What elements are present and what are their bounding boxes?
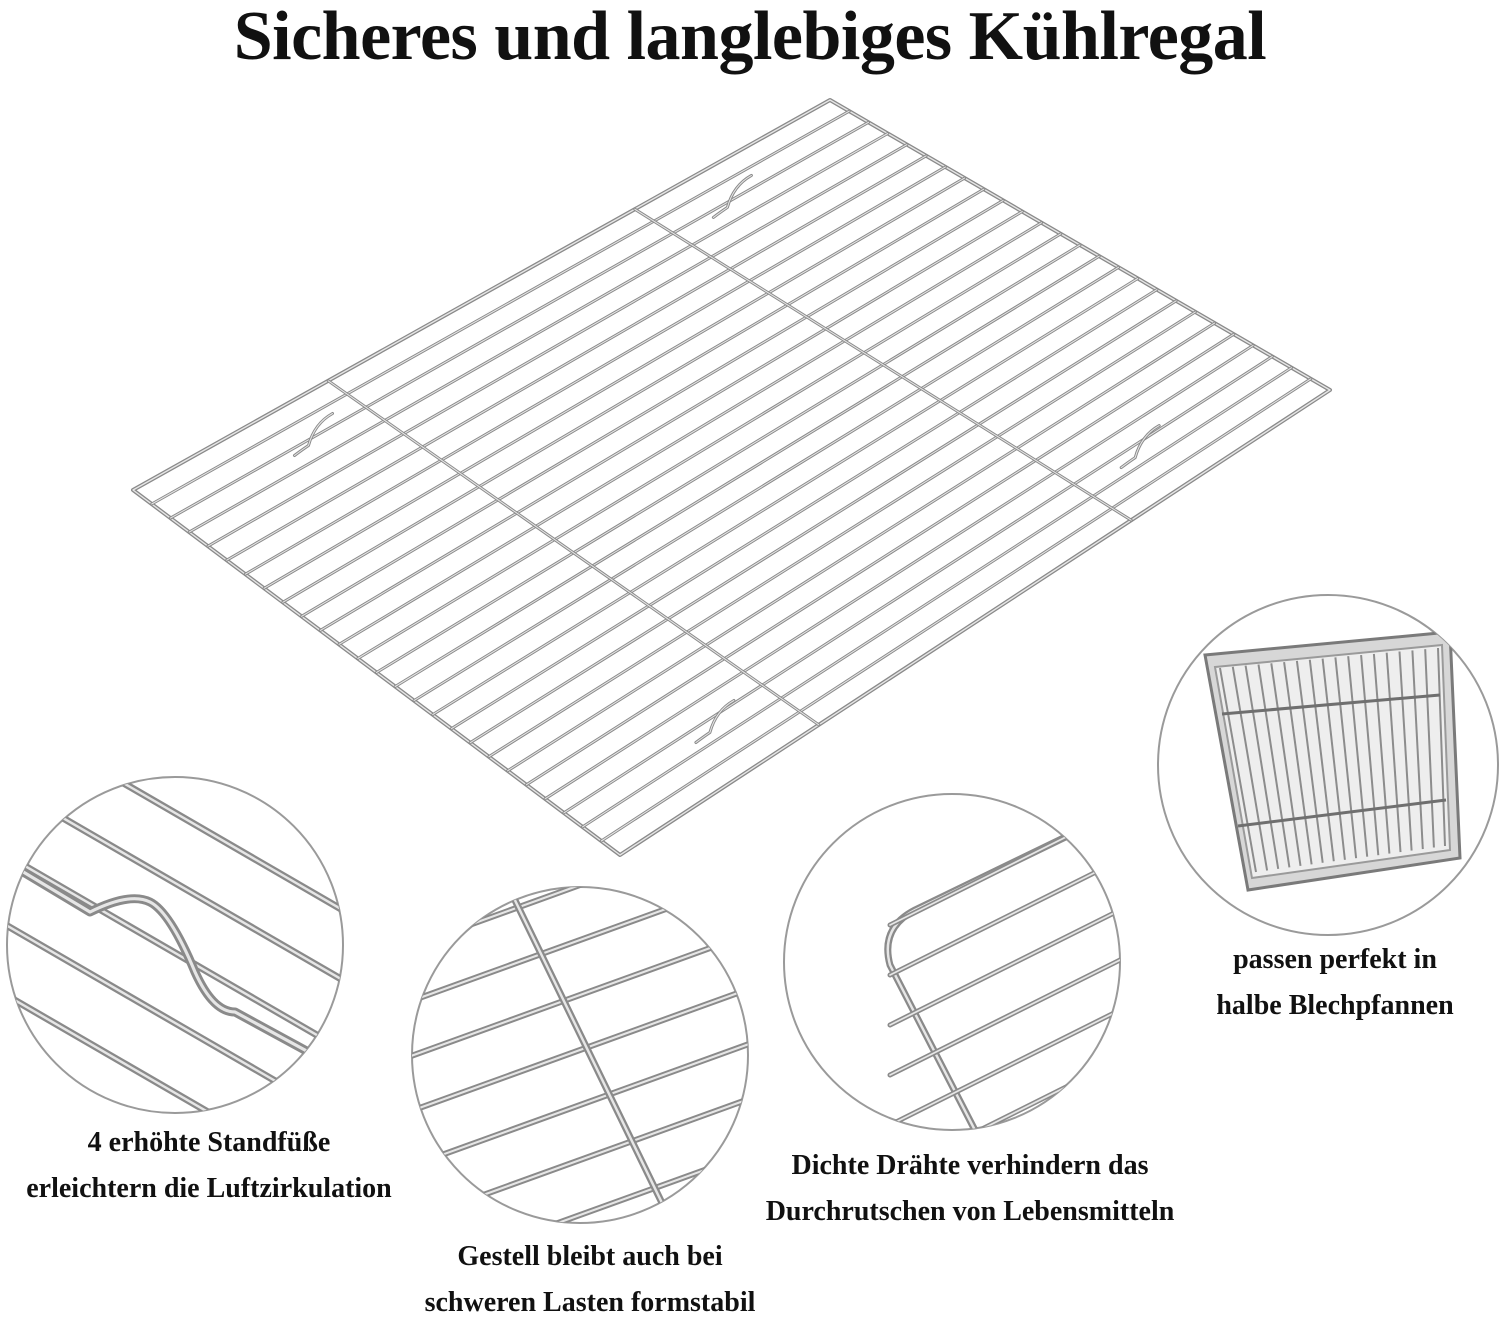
caption-dense-wires: [715, 1143, 1225, 1235]
caption-line: 4 erhöhte Standfüße: [87, 1127, 331, 1158]
caption-line: erleichtern die Luftzirkulation: [26, 1173, 392, 1204]
caption-line: Gestell bleibt auch bei: [457, 1241, 723, 1272]
caption-stable-frame: [380, 1234, 800, 1326]
detail-wire: [0, 560, 360, 780]
rack-foot: [713, 175, 751, 217]
caption-line: halbe Blechpfannen: [1216, 990, 1454, 1021]
caption-fits-pans: [1180, 937, 1490, 1029]
rack-frame: [133, 100, 1330, 855]
headline: Sicheres und langlebiges Kühlregal: [233, 0, 1267, 75]
caption-line: schweren Lasten formstabil: [424, 1287, 756, 1318]
caption-line: Durchrutschen von Lebensmitteln: [765, 1196, 1175, 1227]
dense-detail-circle: [784, 794, 1130, 1175]
stable-detail-circle: [400, 820, 760, 1280]
caption-raised-feet: [0, 1120, 418, 1212]
caption-line: passen perfekt in: [1233, 944, 1437, 975]
pan-detail-circle: [1158, 595, 1498, 935]
cooling-rack-image: [133, 100, 1330, 855]
caption-line: Dichte Drähte verhindern das: [791, 1150, 1149, 1181]
